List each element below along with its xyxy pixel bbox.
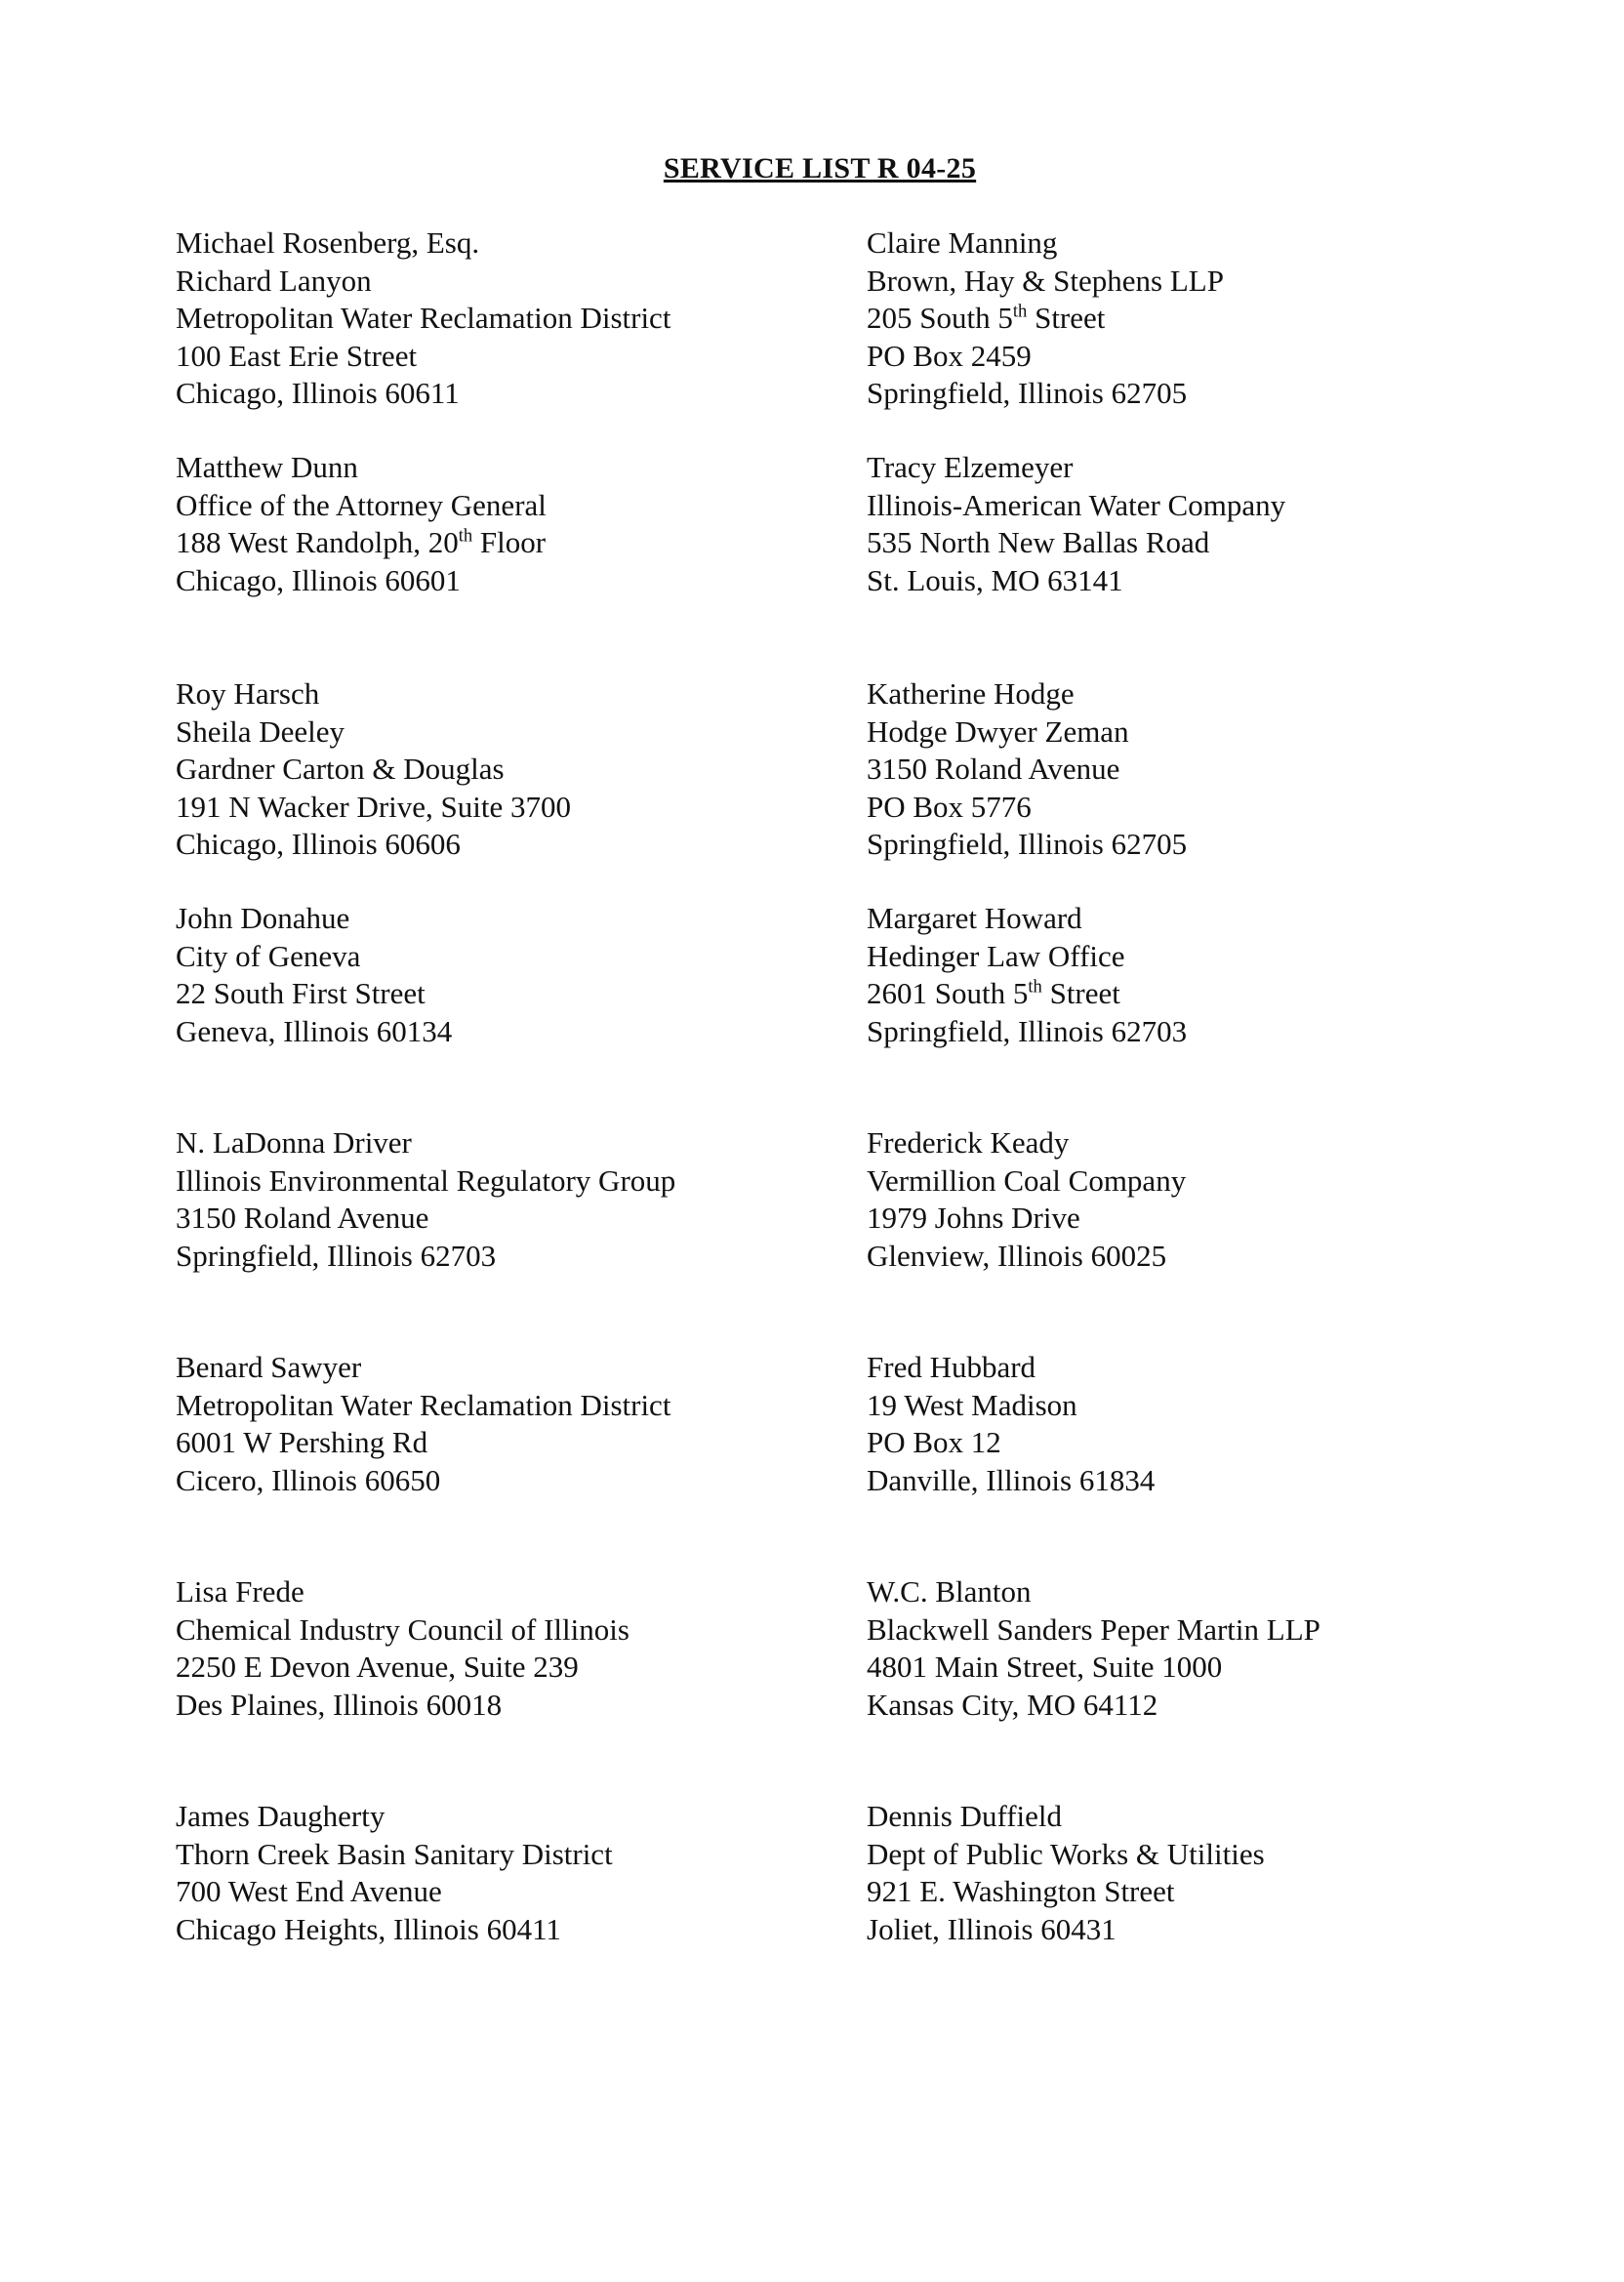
entry-address-line: Chicago, Illinois 60611 xyxy=(176,376,460,410)
entry-address-line: Office of the Attorney General xyxy=(176,487,547,522)
service-list-entry xyxy=(867,675,1187,864)
entry-address-line: Richard Lanyon xyxy=(176,263,372,298)
entry-name: Frederick Keady xyxy=(867,1125,1070,1160)
entry-address-line: Des Plaines, Illinois 60018 xyxy=(176,1687,503,1722)
entry-name: W.C. Blanton xyxy=(867,1574,1032,1609)
entry-address-line: Thorn Creek Basin Sanitary District xyxy=(176,1836,613,1871)
entry-address-line: Metropolitan Water Reclamation District xyxy=(176,301,671,335)
entry-address-line: Geneva, Illinois 60134 xyxy=(176,1013,453,1048)
entry-address-line: PO Box 2459 xyxy=(867,338,1032,373)
entry-name: Margaret Howard xyxy=(867,901,1082,935)
page-title: SERVICE LIST R 04-25 xyxy=(663,152,977,184)
entry-address-line: Glenview, Illinois 60025 xyxy=(867,1238,1167,1273)
ordinal-suffix: th xyxy=(1028,976,1042,998)
entry-address-line: 921 E. Washington Street xyxy=(867,1874,1175,1908)
service-list-entry xyxy=(867,1349,1155,1499)
entry-address-line: 3150 Roland Avenue xyxy=(867,752,1120,786)
service-list-entry xyxy=(867,1573,1320,1724)
entry-address-line: 1979 Johns Drive xyxy=(867,1201,1080,1235)
entry-address-line: St. Louis, MO 63141 xyxy=(867,562,1123,597)
entry-name: James Daugherty xyxy=(176,1799,386,1833)
entry-address-line: 700 West End Avenue xyxy=(176,1874,442,1908)
entry-address-line: Joliet, Illinois 60431 xyxy=(867,1911,1116,1946)
entry-address-line: PO Box 5776 xyxy=(867,789,1032,824)
entry-name: Fred Hubbard xyxy=(867,1350,1036,1384)
entry-name: Matthew Dunn xyxy=(176,450,358,484)
entry-address-line: 205 South 5th Street xyxy=(867,301,1106,335)
entry-name: Benard Sawyer xyxy=(176,1350,362,1384)
service-list-entry xyxy=(867,1798,1265,1948)
entry-address-line: Blackwell Sanders Peper Martin LLP xyxy=(867,1611,1320,1647)
entry-address-line: Springfield, Illinois 62705 xyxy=(867,827,1188,861)
entry-address-line: Hodge Dwyer Zeman xyxy=(867,713,1129,749)
entry-address-line: Chemical Industry Council of Illinois xyxy=(176,1611,629,1647)
ordinal-suffix: th xyxy=(458,525,473,547)
entry-address-line: 535 North New Ballas Road xyxy=(867,525,1210,559)
ordinal-suffix: th xyxy=(1012,301,1028,322)
entry-address-line: Springfield, Illinois 62703 xyxy=(867,1013,1188,1048)
service-list-entry xyxy=(867,449,1285,599)
entry-address-line: Gardner Carton & Douglas xyxy=(176,752,505,786)
entry-address-line: Sheila Deeley xyxy=(176,713,345,749)
service-list-entry xyxy=(176,224,670,413)
entry-address-line: Chicago, Illinois 60606 xyxy=(176,827,461,861)
entry-address-line: Vermillion Coal Company xyxy=(867,1162,1187,1198)
service-list-entry xyxy=(176,1124,675,1275)
service-list-entry xyxy=(176,1349,670,1499)
entry-name: Claire Manning xyxy=(867,225,1058,260)
entry-name: Dennis Duffield xyxy=(867,1799,1063,1833)
entry-address-line: Chicago, Illinois 60601 xyxy=(176,562,461,597)
entry-address-line: 2601 South 5th Street xyxy=(867,976,1120,1010)
entry-address-line: 19 West Madison xyxy=(867,1387,1077,1422)
entry-address-line: 100 East Erie Street xyxy=(176,338,418,373)
entry-address-line: Brown, Hay & Stephens LLP xyxy=(867,263,1224,298)
entry-address-line: 22 South First Street xyxy=(176,976,426,1010)
entry-address-line: Kansas City, MO 64112 xyxy=(867,1687,1158,1722)
entry-address-line: Illinois-American Water Company xyxy=(867,487,1286,522)
entry-name: John Donahue xyxy=(176,901,350,935)
service-list-entry xyxy=(176,1798,613,1948)
service-list-entry xyxy=(867,1124,1186,1275)
entry-address-line: 4801 Main Street, Suite 1000 xyxy=(867,1650,1223,1684)
entry-address-line: 188 West Randolph, 20th Floor xyxy=(176,525,547,559)
entry-address-line: 6001 W Pershing Rd xyxy=(176,1425,428,1459)
entry-address-line: City of Geneva xyxy=(176,938,361,973)
entry-name: Katherine Hodge xyxy=(867,676,1075,711)
entry-name: Michael Rosenberg, Esq. xyxy=(176,225,480,260)
entry-address-line: 2250 E Devon Avenue, Suite 239 xyxy=(176,1650,579,1684)
service-list-entry xyxy=(176,900,452,1050)
entry-name: Tracy Elzemeyer xyxy=(867,450,1074,484)
entry-address-line: Danville, Illinois 61834 xyxy=(867,1462,1156,1497)
entry-address-line: Illinois Environmental Regulatory Group xyxy=(176,1162,676,1198)
entry-address-line: 3150 Roland Avenue xyxy=(176,1201,429,1235)
entry-address-line: Springfield, Illinois 62703 xyxy=(176,1238,497,1273)
entry-address-line: Dept of Public Works & Utilities xyxy=(867,1836,1265,1871)
service-list-entry xyxy=(867,900,1187,1050)
entry-address-line: Chicago Heights, Illinois 60411 xyxy=(176,1911,561,1946)
service-list-entry xyxy=(176,449,547,599)
entry-address-line: Springfield, Illinois 62705 xyxy=(867,376,1188,410)
entry-address-line: 191 N Wacker Drive, Suite 3700 xyxy=(176,789,572,824)
service-list-entry xyxy=(176,675,571,864)
entry-address-line: Metropolitan Water Reclamation District xyxy=(176,1387,671,1422)
entry-name: Roy Harsch xyxy=(176,676,320,711)
entry-name: Lisa Frede xyxy=(176,1574,304,1609)
service-list-entry xyxy=(867,224,1224,413)
entry-address-line: PO Box 12 xyxy=(867,1425,1001,1459)
entry-address-line: Cicero, Illinois 60650 xyxy=(176,1462,441,1497)
entry-address-line: Hedinger Law Office xyxy=(867,938,1125,973)
service-list-entry xyxy=(176,1573,629,1724)
entry-name: N. LaDonna Driver xyxy=(176,1125,412,1160)
